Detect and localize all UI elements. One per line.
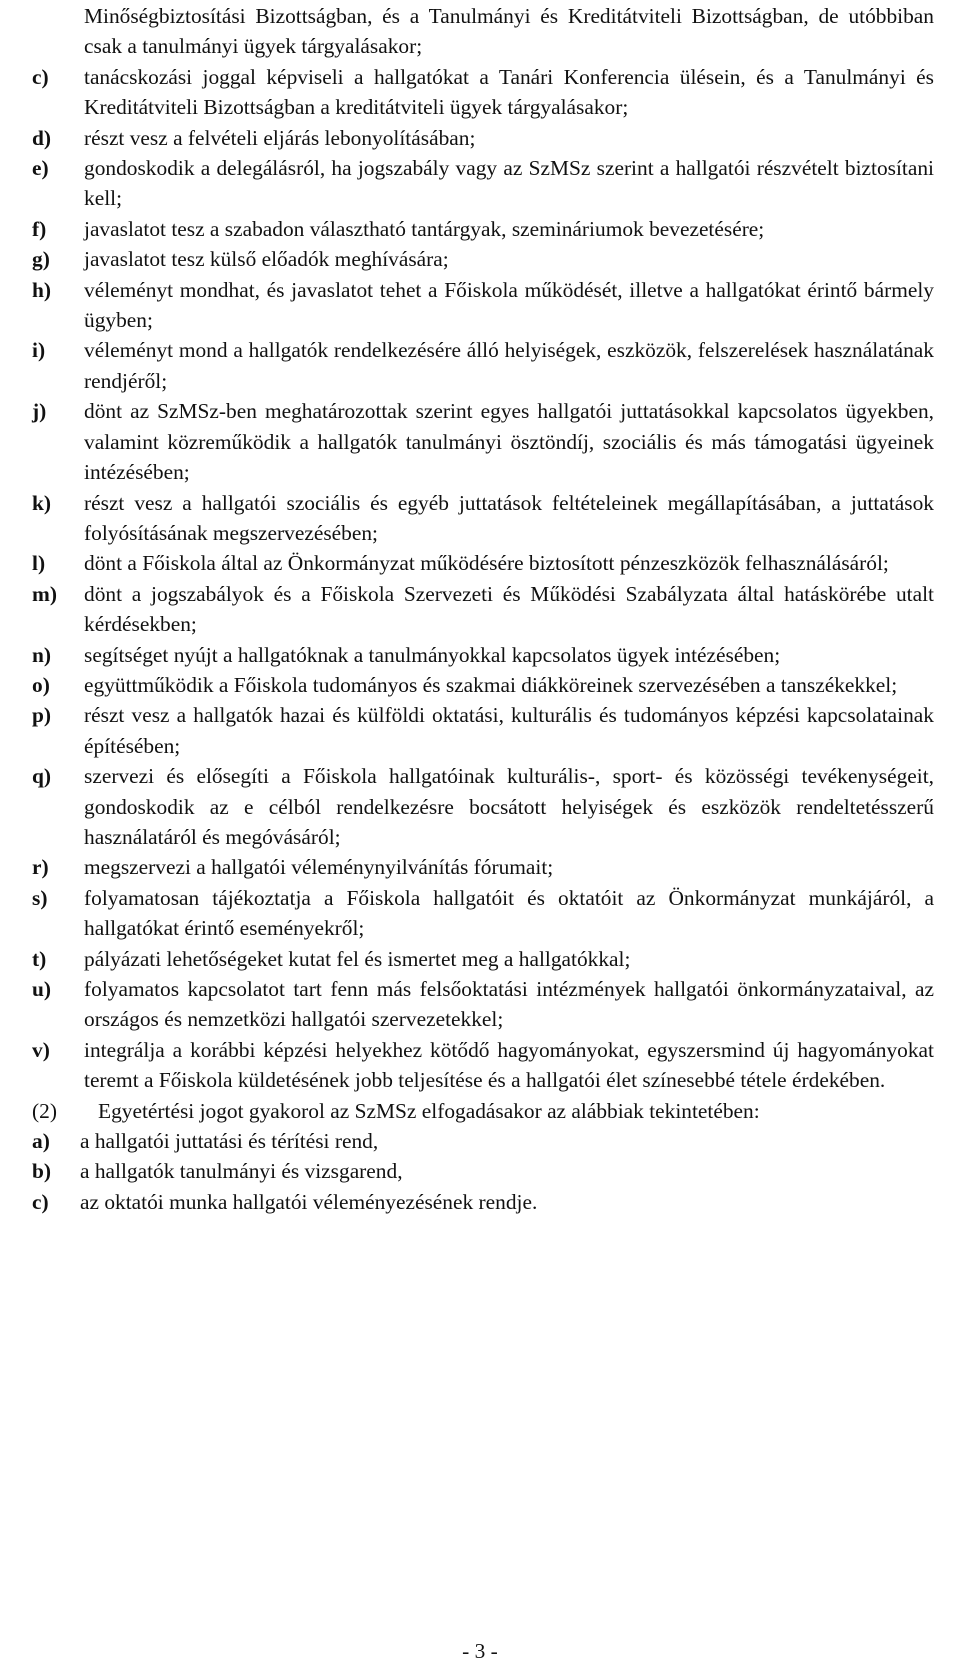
list-item (32, 62, 934, 123)
list-item (32, 700, 934, 761)
item-text: részt vesz a hallgatók hazai és külföldi oktatási, kulturális és tudományos képzési kapcsolatainak építésében; (84, 703, 934, 758)
item-text: véleményt mond a hallgatók rendelkezésére álló helyiségek, eszközök, felszerelések használatának rendjéről; (84, 338, 934, 393)
item-label: k) (32, 490, 52, 515)
item-label: g) (32, 247, 50, 272)
list-item (32, 396, 934, 487)
list-item (32, 153, 934, 214)
list-item (32, 123, 934, 153)
document-body (32, 1, 934, 1217)
item-label: v) (32, 1037, 50, 1062)
item-text: dönt a jogszabályok és a Főiskola Szervezeti és Működési Szabályzata által hatáskörébe utalt kérdésekben; (84, 581, 934, 637)
list-item (32, 852, 934, 882)
item-label: b) (32, 1159, 52, 1184)
list-item (32, 275, 934, 336)
item-text: szervezi és elősegíti a Főiskola hallgatóinak kulturális-, sport- és közösségi tevékenységeit, gondoskodik az e célból rendelkezésre bocsátott helyiségek és eszközök rendeltetésszerű használatáról és megóvásáról; (84, 764, 934, 849)
list-item (32, 883, 934, 944)
list-item (32, 944, 934, 974)
item-label: j) (32, 399, 47, 424)
item-text: a hallgatók tanulmányi és vizsgarend, (80, 1159, 403, 1184)
item-text: javaslatot tesz külső előadók meghívására; (84, 247, 449, 272)
item-text: dönt a Főiskola által az Önkormányzat működésére biztosított pénzeszközök felhasználásáról; (84, 551, 889, 576)
list-item (32, 640, 934, 670)
section-text: Egyetértési jogot gyakorol az SzMSz elfogadásakor az alábbiak tekintetében: (98, 1098, 760, 1123)
item-label: t) (32, 946, 47, 971)
list-item (32, 548, 934, 578)
item-text: folyamatos kapcsolatot tart fenn más felsőoktatási intézmények hallgatói önkormányzataival, az országos és nemzetközi hallgatói szervezetekkel; (84, 977, 934, 1032)
continuation-paragraph (32, 1, 934, 62)
item-label: a) (32, 1129, 50, 1154)
item-text: pályázati lehetőségeket kutat fel és ismertet meg a hallgatókkal; (84, 946, 631, 971)
item-text: az oktatói munka hallgatói véleményezésének rendje. (80, 1189, 538, 1214)
item-label: m) (32, 581, 57, 606)
item-label: p) (32, 703, 52, 728)
item-text: folyamatosan tájékoztatja a Főiskola hallgatóit és oktatóit az Önkormányzat munkájáról, a hallgatókat érintő eseményekről; (84, 885, 934, 941)
item-text: gondoskodik a delegálásról, ha jogszabály vagy az SzMSz szerint a hallgatói részvételt biztosítani kell; (84, 156, 934, 211)
paragraph-text: Minőségbiztosítási Bizottságban, és a Tanulmányi és Kreditátviteli Bizottságban, de utóbbiban csak a tanulmányi ügyek tárgyalásakor; (84, 4, 934, 59)
list-item (32, 670, 934, 700)
list-item (32, 214, 934, 244)
list-item (32, 1035, 934, 1096)
item-list (32, 62, 934, 1096)
item-label: l) (32, 551, 46, 576)
item-label: h) (32, 277, 52, 302)
item-text: véleményt mondhat, és javaslatot tehet a Főiskola működését, illetve a hallgatókat érintő bármely ügyben; (84, 277, 934, 333)
item-label: u) (32, 977, 52, 1001)
item-label: o) (32, 672, 50, 697)
list-item (32, 244, 934, 274)
item-text: megszervezi a hallgatói véleménynyilvánítás fórumait; (84, 855, 554, 880)
item-text: javaslatot tesz a szabadon választható tantárgyak, szemináriumok bevezetésére; (84, 216, 765, 241)
list-item (32, 579, 934, 640)
item-label: d) (32, 125, 52, 150)
list-item (32, 1187, 934, 1217)
list-item (32, 335, 934, 396)
list-item (32, 488, 934, 549)
item-text: részt vesz a felvételi eljárás lebonyolításában; (84, 125, 476, 150)
item-label: i) (32, 338, 46, 363)
section-2 (32, 1096, 934, 1126)
item-text: a hallgatói juttatási és térítési rend, (80, 1129, 379, 1154)
item-text: tanácskozási joggal képviseli a hallgatókat a Tanári Konferencia ülésein, és a Tanulmányi és Kreditátviteli Bizottságban a kreditátviteli ügyek tárgyalásakor; (84, 64, 934, 120)
list-item (32, 1156, 934, 1186)
item-label: c) (32, 1189, 49, 1214)
item-text: részt vesz a hallgatói szociális és egyéb juttatások feltételeinek megállapításában, a juttatások folyósításának megszervezésében; (84, 490, 934, 545)
item-label: r) (32, 855, 49, 880)
item-text: integrálja a korábbi képzési helyekhez kötődő hagyományokat, egyszersmind új hagyományokat teremt a Főiskola küldetésének jobb teljesítése és a hallgatói élet színesebbé tétele érdekében. (84, 1037, 934, 1093)
list-item (32, 761, 934, 852)
item-label: f) (32, 216, 47, 241)
item-text: együttműködik a Főiskola tudományos és szakmai diákköreinek szervezésében a tanszékekkel; (84, 672, 898, 697)
section-label: (2) (32, 1098, 57, 1123)
item-label: n) (32, 642, 52, 667)
list-item (32, 974, 934, 1035)
item-label: s) (32, 885, 48, 910)
item-text: dönt az SzMSz-ben meghatározottak szerint egyes hallgatói juttatásokkal kapcsolatos ügyekben, valamint közreműködik a hallgatók tanulmányi ösztöndíj, szociális és más támogatási ügyeinek intézésében; (84, 399, 934, 485)
section-2-item-list (32, 1126, 934, 1217)
item-label: e) (32, 156, 49, 181)
page-number: - 3 - (462, 1639, 498, 1663)
item-text: segítséget nyújt a hallgatóknak a tanulmányokkal kapcsolatos ügyek intézésében; (84, 642, 781, 667)
list-item (32, 1126, 934, 1156)
item-label: q) (32, 764, 52, 789)
item-label: c) (32, 64, 49, 89)
